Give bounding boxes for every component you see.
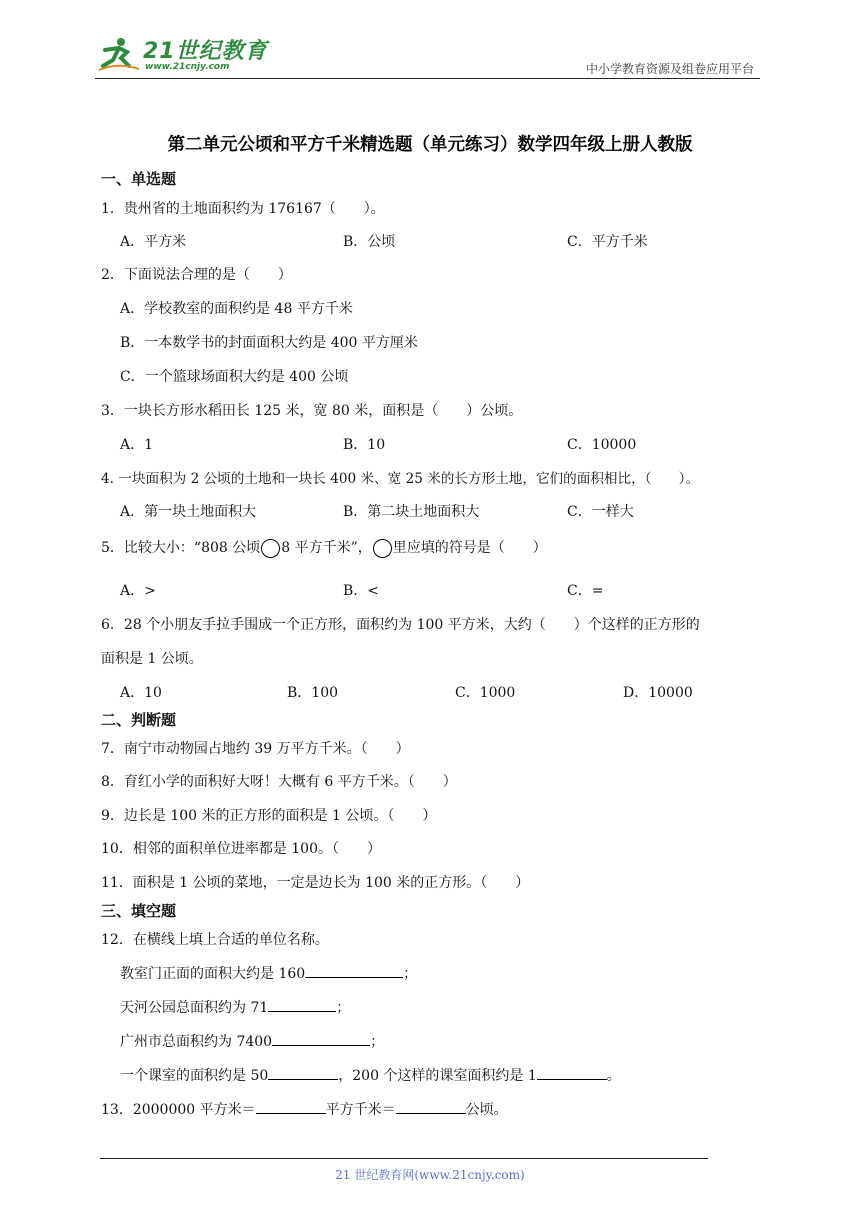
q6-option-a: A．10 [120,685,162,701]
q1-option-a: A．平方米 [120,234,187,250]
q2-option-a: A．学校教室的面积约是 48 平方千米 [120,301,353,317]
logo-text: 21世纪教育 [143,39,268,64]
page-title: 第二单元公顷和平方千米精选题（单元练习）数学四年级上册人教版 [167,135,693,155]
q13-text-middle: 平方千米＝ [325,1102,396,1118]
q4-option-a: A．第一块土地面积大 [120,504,257,520]
q12-item-1 [120,963,417,983]
section-heading-fill-blank: 三、填空题 [101,902,177,920]
question-3: 3．一块长方形水稻田长 125 米，宽 80 米，面积是（ ）公顷。 [101,403,523,419]
q1-option-c: C．平方千米 [567,234,648,250]
question-1: 1．贵州省的土地面积约为 176167（ ）。 [101,201,385,217]
q5-text-end: 里应填的符号是（ ） [392,540,547,556]
answer-blank[interactable] [268,997,336,1012]
answer-blank[interactable] [268,1065,338,1080]
q4-option-b: B．第二块土地面积大 [343,504,480,520]
answer-blank[interactable] [537,1065,607,1080]
q12-item-1-text: 教室门正面的面积大约是 160 [120,966,306,982]
answer-blank[interactable] [256,1099,326,1114]
q12-item-3 [120,1031,384,1051]
question-7: 7．南宁市动物园占地约 39 万平方千米。（ ） [101,741,410,757]
question-6-line-2: 面积是 1 公顷。 [101,651,203,667]
answer-blank[interactable] [272,1031,370,1046]
q12-item-2 [120,997,350,1017]
q6-option-c: C．1000 [455,685,516,701]
q13-text-start: 13．2000000 平方米＝ [101,1102,256,1118]
question-13 [101,1099,508,1119]
q12-item-4-end: 。 [606,1068,621,1084]
platform-name: 中小学教育资源及组卷应用平台 [585,62,754,76]
q5-option-a: A．> [120,583,156,599]
question-10: 10．相邻的面积单位进率都是 100。（ ） [101,841,381,857]
question-4: 4. 一块面积为 2 公顷的土地和一块长 400 米、宽 25 米的长方形土地，它们的面积相比，（ ）。 [101,471,700,487]
q12-item-4 [120,1065,621,1085]
q12-item-2-end: ； [336,1000,351,1016]
q2-option-c: C．一个篮球场面积大约是 400 公顷 [120,369,349,385]
comparison-circle [261,539,280,558]
logo [95,34,275,74]
answer-blank[interactable] [305,963,403,978]
q6-option-b: B．100 [287,685,339,701]
q5-text-start: 5．比较大小：“808 公顷 [101,540,261,556]
q5-text-middle: 8 平方千米”， [281,540,372,556]
q3-option-a: A．1 [120,437,154,453]
q3-option-c: C．10000 [567,437,637,453]
q12-item-4-text: 一个课室的面积约是 50 [120,1068,269,1084]
q3-option-b: B．10 [343,437,386,453]
q1-option-b: B．公顷 [343,234,396,250]
q12-item-1-end: ； [403,966,418,982]
question-2: 2．下面说法合理的是（ ） [101,267,292,283]
answer-blank[interactable] [396,1099,466,1114]
q2-option-b: B．一本数学书的封面面积大约是 400 平方厘米 [120,335,418,351]
q6-option-d: D．10000 [623,685,693,701]
question-5 [101,537,547,558]
question-11: 11．面积是 1 公顷的菜地，一定是边长为 100 米的正方形。（ ） [101,875,530,891]
q5-option-c: C．= [567,583,604,599]
q12-item-3-text: 广州市总面积约为 7400 [120,1034,273,1050]
q4-option-c: C．一样大 [567,504,634,520]
section-heading-true-false: 二、判断题 [101,711,177,729]
section-heading-single-choice: 一、单选题 [101,170,177,188]
footer-divider [100,1158,708,1159]
footer-link[interactable]: 21 世纪教育网(www.21cnjy.com) [335,1168,525,1182]
q13-text-end: 公顷。 [465,1102,508,1118]
comparison-circle [373,539,392,558]
q12-item-4-middle: ，200 个这样的课室面积约是 1 [338,1068,537,1084]
page-header [95,30,760,79]
question-9: 9．边长是 100 米的正方形的面积是 1 公顷。（ ） [101,808,437,824]
logo-url: www.21cnjy.com [145,62,230,72]
q12-item-2-text: 天河公园总面积约为 71 [120,1000,269,1016]
q5-option-b: B．< [343,583,380,599]
question-12: 12．在横线上填上合适的单位名称。 [101,932,329,948]
question-6-line-1: 6．28 个小朋友手拉手围成一个正方形，面积约为 100 平方米，大约（ ）个这样的正方形的 [101,617,700,633]
q12-item-3-end: ； [370,1034,385,1050]
runner-logo-icon [97,36,141,72]
question-8: 8．育红小学的面积好大呀！大概有 6 平方千米。（ ） [101,774,457,790]
